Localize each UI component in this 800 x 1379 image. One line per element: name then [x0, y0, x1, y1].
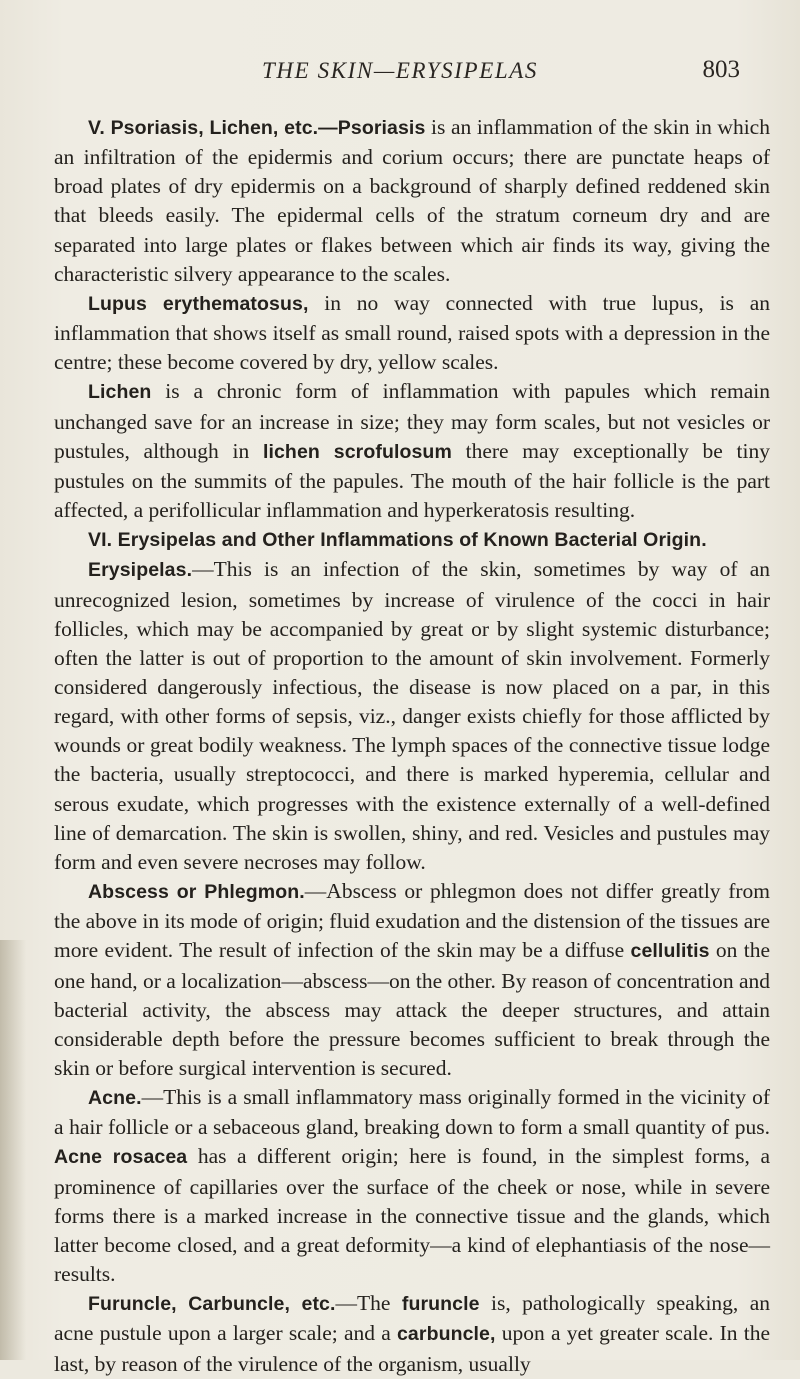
- paragraph-lupus: [54, 289, 770, 377]
- page-number: 803: [702, 56, 740, 83]
- paragraph-text: —The: [335, 1291, 402, 1316]
- paragraph-acne: [54, 1083, 770, 1289]
- section-heading-vi: [54, 525, 770, 555]
- term-acne: Acne.: [88, 1087, 142, 1110]
- term-furuncle-carbuncle: Furuncle, Carbuncle, etc.: [88, 1293, 336, 1316]
- term-cellulitis: cellulitis: [630, 940, 710, 963]
- page-header: [0, 56, 800, 92]
- body-text: [54, 113, 770, 1379]
- paragraph-text: is an inflammation of the skin in which an infiltration of the epidermis and corium occurs; there are punctate heaps of broad plates of dry epidermis on a background of sharply defined reddened skin that bleeds easily. The epidermal cells of the stratum corneum dry and are separated into large plates or flakes between which air finds its way, giving the characteristic silvery appearance to the scales.: [54, 115, 770, 286]
- paragraph-erysipelas: [54, 555, 770, 877]
- paragraph-lichen: [54, 377, 770, 525]
- paragraph-psoriasis: [54, 113, 770, 289]
- paragraph-text: —This is a small inflammatory mass originally formed in the vicinity of a hair follicle or a sebaceous gland, breaking down to form a small quantity of pus.: [54, 1085, 770, 1140]
- paragraph-text: —Abscess or phlegmon does not differ greatly from the above in its mode of origin; fluid exudation and the distension of the tissues are more evident. The result of infection of the skin may be a diffuse: [54, 879, 770, 963]
- paragraph-text: in no way connected with true lupus, is an inflammation that shows itself as small round, raised spots with a depression in the centre; these become covered by dry, yellow scales.: [54, 290, 771, 375]
- term-psoriasis: —Psoriasis: [318, 117, 426, 139]
- term-acne-rosacea: Acne rosacea: [54, 1146, 188, 1169]
- paragraph-furuncle: [54, 1289, 770, 1378]
- paragraph-text: on the one hand, or a localization—abscess—on the other. By reason of concentration and bacterial activity, the abscess may attack the deeper structures, and attain considerable depth before the pressure becomes sufficient to break through the skin or before surgical intervention is secured.: [54, 938, 770, 1080]
- paragraph-text: has a different origin; here is found, in the simplest forms, a prominence of capillaries over the surface of the cheek or nose, while in severe forms there is a marked increase in the connective tissue and the glands, which latter become closed, and a great deformity—a kind of elephantiasis of the nose—results.: [54, 1144, 770, 1287]
- running-title: THE SKIN—ERYSIPELAS: [262, 58, 538, 83]
- term-furuncle: furuncle: [401, 1293, 480, 1316]
- paragraph-text: there may exceptionally be tiny pustules on the summits of the papules. The mouth of the hair follicle is the part affected, a perifollicular inflammation and hyperkeratosis resulting.: [54, 438, 770, 523]
- term-abscess: Abscess or Phlegmon.: [88, 881, 305, 904]
- term-lichen-scrofulosum: lichen scrofulosum: [262, 440, 452, 463]
- paragraph-text: is a chronic form of inflammation with papules which remain unchanged save for an increase in size; they may form scales, but not vesicles or pustules, although in: [54, 379, 770, 463]
- paragraph-text: —This is an infection of the skin, sometimes by way of an unrecognized lesion, sometimes by increase of virulence of the cocci in hair follicles, which may be accompanied by great or by slight systemic disturbance; often the latter is out of proportion to the amount of skin involvement. Formerly considered dangerously infectious, the disease is now placed on a par, in this regard, with other forms of sepsis, viz., danger exists chiefly for those afflicted by wounds or great bodily weakness. The lymph spaces of the connective tissue lodge the bacteria, usually streptococci, and there is marked hyperemia, cellular and serous exudate, which progresses with the existence externally of a well-defined line of demarcation. The skin is swollen, shiny, and red. Vesicles and pustules may form and even severe necroses may follow.: [54, 557, 770, 874]
- term-erysipelas: Erysipelas.: [88, 559, 193, 582]
- paragraph-abscess: [54, 877, 770, 1083]
- paragraph-text: is, pathologically speaking, an acne pustule upon a larger scale; and a: [54, 1291, 770, 1346]
- term-lichen: Lichen: [88, 381, 152, 404]
- term-lupus: Lupus erythematosus,: [88, 292, 309, 315]
- page-edge-stain: [0, 940, 26, 1360]
- term-carbuncle: carbuncle,: [396, 1323, 496, 1346]
- term-section-v: V. Psoriasis, Lichen, etc.: [88, 117, 319, 139]
- paragraph-text: upon a yet greater scale. In the last, by reason of the virulence of the organism, usually: [54, 1321, 771, 1376]
- section-title: VI. Erysipelas and Other Inflammations of Known Bacterial Origin.: [88, 529, 707, 552]
